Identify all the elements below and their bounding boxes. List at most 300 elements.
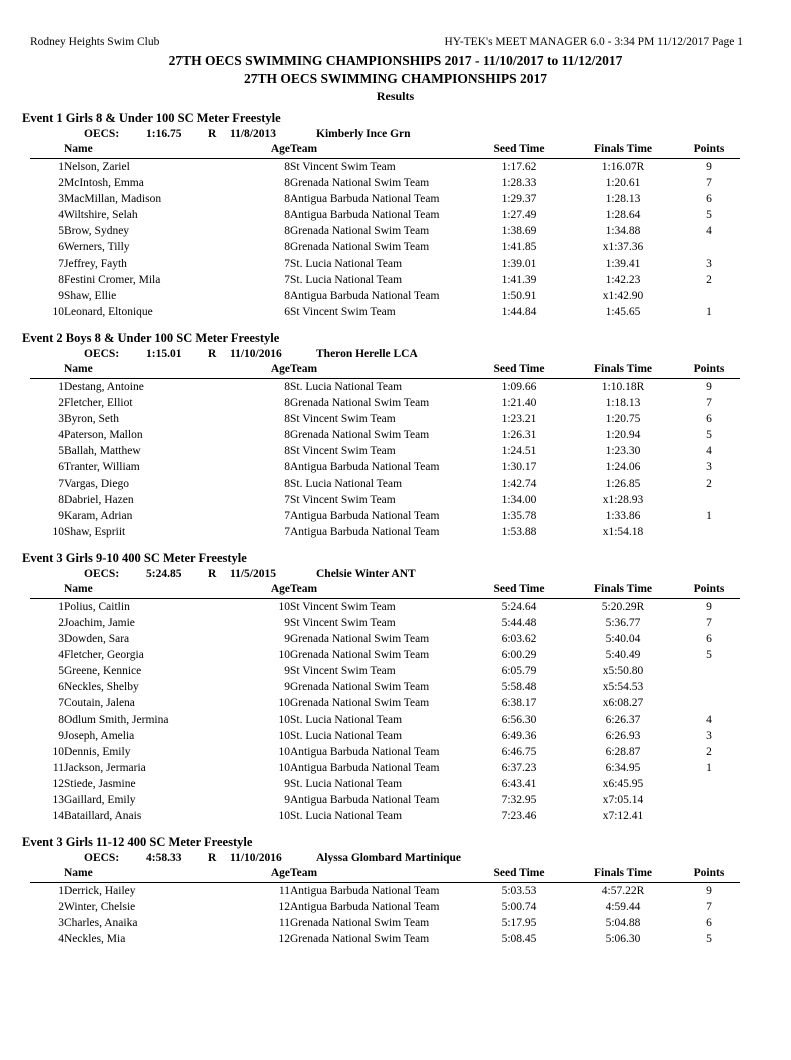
cell-points: 9	[706, 885, 712, 898]
table-header-row	[30, 866, 740, 883]
cell-team: Grenada National Swim Team	[290, 397, 430, 410]
cell-team: St Vincent Swim Team	[290, 445, 396, 458]
cell-team: St. Lucia National Team	[290, 810, 403, 823]
cell-finals-time: 5:20.29R	[601, 600, 645, 613]
cell-place: 6	[58, 681, 64, 694]
cell-place: 3	[58, 413, 64, 426]
cell-team: Grenada National Swim Team	[290, 429, 430, 442]
table-row	[30, 931, 740, 947]
table-row	[30, 492, 740, 508]
cell-finals-time: 5:40.04	[605, 633, 641, 646]
table-row	[30, 712, 740, 728]
table-row	[30, 395, 740, 411]
cell-finals-time: 1:42.23	[605, 273, 641, 286]
cell-age: 8	[284, 289, 290, 302]
cell-place: 1	[58, 161, 64, 173]
cell-points: 1	[706, 761, 712, 774]
record-time: 4:58.33	[146, 852, 182, 865]
cell-seed-time: 1:26.31	[501, 429, 537, 442]
cell-seed-time: 6:49.36	[501, 729, 537, 742]
cell-team: St Vincent Swim Team	[290, 665, 396, 678]
cell-seed-time: 5:08.45	[501, 933, 537, 946]
cell-place: 8	[58, 493, 64, 506]
cell-team: St. Lucia National Team	[290, 477, 403, 490]
cell-team: Antigua Barbuda National Team	[290, 209, 440, 222]
table-row	[30, 524, 740, 540]
cell-finals-time: 1:34.88	[605, 225, 641, 238]
record-date: 11/8/2013	[230, 128, 277, 140]
cell-seed-time: 6:56.30	[501, 713, 537, 726]
cell-swimmer-name: Greene, Kennice	[64, 665, 142, 678]
cell-points: 4	[706, 225, 712, 238]
cell-age: 10	[278, 745, 290, 758]
event-record-line	[0, 850, 791, 866]
cell-age: 12	[278, 901, 290, 914]
column-header-team: Team	[290, 866, 470, 883]
cell-seed-time: 1:09.66	[501, 380, 537, 393]
table-row	[30, 476, 740, 492]
cell-swimmer-name: Ballah, Matthew	[64, 445, 141, 458]
cell-finals-time: 1:18.13	[605, 397, 641, 410]
cell-finals-time: 1:28.13	[605, 193, 641, 206]
cell-place: 13	[52, 794, 64, 806]
cell-age: 11	[278, 917, 290, 930]
table-row	[30, 679, 740, 695]
cell-points: 3	[706, 461, 712, 474]
cell-team: Grenada National Swim Team	[290, 633, 430, 646]
results-table	[30, 866, 740, 947]
column-header-finals-time: Finals Time	[568, 142, 678, 159]
table-row	[30, 411, 740, 427]
cell-age: 9	[284, 681, 290, 694]
cell-seed-time: 1:28.33	[501, 177, 537, 190]
cell-age: 8	[284, 161, 290, 173]
cell-team: Antigua Barbuda National Team	[290, 901, 440, 914]
record-date: 11/10/2016	[230, 852, 282, 865]
cell-finals-time: 6:34.95	[605, 761, 641, 774]
cell-finals-time: 1:33.86	[605, 509, 641, 522]
cell-swimmer-name: Shaw, Ellie	[64, 289, 117, 302]
cell-age: 6	[284, 305, 290, 318]
cell-finals-time: x1:37.36	[602, 241, 644, 254]
table-row	[30, 508, 740, 524]
cell-swimmer-name: Odlum Smith, Jermina	[64, 713, 169, 726]
cell-team: Grenada National Swim Team	[290, 177, 430, 190]
cell-swimmer-name: Vargas, Diego	[64, 477, 129, 490]
cell-place: 1	[58, 600, 64, 613]
cell-points: 3	[706, 729, 712, 742]
cell-points: 7	[706, 616, 712, 629]
cell-points: 3	[706, 257, 712, 270]
cell-seed-time: 1:30.17	[501, 461, 537, 474]
cell-place: 1	[58, 885, 64, 898]
event-section	[0, 110, 791, 320]
cell-swimmer-name: Coutain, Jalena	[64, 697, 135, 710]
record-flag: R	[208, 347, 217, 360]
cell-finals-time: x7:05.14	[602, 794, 644, 806]
column-header-finals-time: Finals Time	[568, 582, 678, 599]
cell-seed-time: 1:38.69	[501, 225, 537, 238]
table-row	[30, 175, 740, 191]
column-header-place	[30, 362, 64, 379]
cell-finals-time: 1:20.75	[605, 413, 641, 426]
cell-team: St. Lucia National Team	[290, 257, 403, 270]
record-flag: R	[208, 567, 217, 580]
column-header-name: Name	[64, 142, 260, 159]
cell-place: 4	[58, 649, 64, 662]
table-row	[30, 223, 740, 239]
cell-age: 10	[278, 649, 290, 662]
column-header-seed-time: Seed Time	[470, 362, 568, 379]
table-row	[30, 239, 740, 255]
cell-age: 8	[284, 209, 290, 222]
cell-seed-time: 1:41.39	[501, 273, 537, 286]
table-row	[30, 899, 740, 915]
table-row	[30, 288, 740, 304]
cell-team: Grenada National Swim Team	[290, 225, 430, 238]
table-row	[30, 459, 740, 475]
cell-swimmer-name: Fletcher, Elliot	[64, 397, 133, 410]
cell-swimmer-name: Joachim, Jamie	[64, 616, 135, 629]
cell-points: 1	[706, 305, 712, 318]
record-label: OECS:	[84, 347, 120, 360]
cell-place: 5	[58, 225, 64, 238]
cell-swimmer-name: McIntosh, Emma	[64, 177, 144, 190]
record-holder-name: Chelsie Winter ANT	[316, 567, 416, 580]
cell-age: 8	[284, 380, 290, 393]
column-header-team: Team	[290, 362, 470, 379]
cell-swimmer-name: Polius, Caitlin	[64, 600, 130, 613]
results-table	[30, 362, 740, 540]
cell-seed-time: 1:41.85	[501, 241, 537, 254]
cell-seed-time: 1:27.49	[501, 209, 537, 222]
table-row	[30, 159, 740, 176]
cell-team: Grenada National Swim Team	[290, 241, 430, 254]
cell-place: 10	[52, 745, 64, 758]
results-table	[30, 582, 740, 824]
cell-place: 5	[58, 665, 64, 678]
column-header-finals-time: Finals Time	[568, 866, 678, 883]
cell-points: 5	[706, 209, 712, 222]
cell-seed-time: 6:05.79	[501, 665, 537, 678]
table-row	[30, 631, 740, 647]
cell-points	[678, 239, 740, 255]
cell-finals-time: x5:50.80	[602, 665, 644, 678]
cell-swimmer-name: Paterson, Mallon	[64, 429, 143, 442]
event-title: Event 3 Girls 11-12 400 SC Meter Freestyle	[22, 835, 253, 850]
cell-finals-time: 5:36.77	[605, 616, 641, 629]
cell-swimmer-name: Wiltshire, Selah	[64, 209, 138, 222]
cell-age: 10	[278, 600, 290, 613]
cell-age: 8	[284, 445, 290, 458]
cell-seed-time: 7:23.46	[501, 810, 537, 823]
cell-swimmer-name: Shaw, Espriit	[64, 525, 126, 538]
cell-age: 7	[284, 525, 290, 538]
results-table	[30, 142, 740, 320]
cell-finals-time: x5:54.53	[602, 681, 644, 694]
cell-points: 9	[706, 600, 712, 613]
cell-points: 2	[706, 745, 712, 758]
event-record-line	[0, 126, 791, 142]
table-row	[30, 191, 740, 207]
cell-swimmer-name: Brow, Sydney	[64, 225, 130, 238]
cell-swimmer-name: Dabriel, Hazen	[64, 493, 134, 506]
cell-points: 7	[706, 397, 712, 410]
host-club-name: Rodney Heights Swim Club	[30, 36, 160, 48]
cell-seed-time: 6:46.75	[501, 745, 537, 758]
cell-age: 12	[278, 933, 290, 946]
cell-finals-time: x1:28.93	[602, 493, 644, 506]
cell-finals-time: 1:10.18R	[601, 380, 645, 393]
cell-place: 4	[58, 209, 64, 222]
record-holder-name: Kimberly Ince Grn	[316, 128, 411, 140]
cell-finals-time: 6:26.37	[605, 713, 641, 726]
cell-age: 10	[278, 810, 290, 823]
cell-points: 1	[706, 509, 712, 522]
cell-seed-time: 6:00.29	[501, 649, 537, 662]
event-title: Event 2 Boys 8 & Under 100 SC Meter Freestyle	[22, 330, 280, 345]
cell-team: Antigua Barbuda National Team	[290, 193, 440, 206]
event-record-line	[0, 566, 791, 582]
record-holder-name: Theron Herelle LCA	[316, 347, 418, 360]
cell-age: 8	[284, 413, 290, 426]
cell-place: 6	[58, 241, 64, 254]
cell-age: 8	[284, 461, 290, 474]
event-section	[0, 550, 791, 824]
cell-age: 7	[284, 257, 290, 270]
table-row	[30, 207, 740, 223]
cell-swimmer-name: Jackson, Jermaria	[64, 761, 146, 774]
cell-swimmer-name: Byron, Seth	[64, 413, 119, 426]
cell-points: 4	[706, 445, 712, 458]
cell-swimmer-name: Nelson, Zariel	[64, 161, 130, 173]
cell-finals-time: 5:40.49	[605, 649, 641, 662]
table-row	[30, 647, 740, 663]
cell-seed-time: 1:21.40	[501, 397, 537, 410]
table-row	[30, 663, 740, 679]
cell-place: 1	[58, 380, 64, 393]
cell-place: 7	[58, 697, 64, 710]
cell-age: 10	[278, 697, 290, 710]
table-row	[30, 883, 740, 900]
cell-finals-time: 1:28.64	[605, 209, 641, 222]
cell-team: Grenada National Swim Team	[290, 917, 430, 930]
cell-finals-time: 1:20.94	[605, 429, 641, 442]
cell-seed-time: 5:00.74	[501, 901, 537, 914]
table-header-row	[30, 142, 740, 159]
cell-age: 8	[284, 241, 290, 254]
column-header-seed-time: Seed Time	[470, 582, 568, 599]
cell-swimmer-name: Joseph, Amelia	[64, 729, 135, 742]
cell-swimmer-name: Tranter, William	[64, 461, 140, 474]
cell-team: Antigua Barbuda National Team	[290, 761, 440, 774]
cell-finals-time: x6:08.27	[602, 697, 644, 710]
cell-place: 5	[58, 445, 64, 458]
cell-finals-time: x1:42.90	[602, 289, 644, 302]
cell-team: St. Lucia National Team	[290, 777, 403, 790]
cell-age: 8	[284, 193, 290, 206]
results-heading: Results	[376, 89, 415, 103]
table-row	[30, 695, 740, 711]
cell-points	[678, 792, 740, 808]
cell-place: 11	[52, 761, 64, 774]
cell-age: 8	[284, 477, 290, 490]
cell-team: Antigua Barbuda National Team	[290, 289, 440, 302]
column-header-team: Team	[290, 142, 470, 159]
cell-points: 2	[706, 273, 712, 286]
cell-points: 5	[706, 649, 712, 662]
cell-team: Grenada National Swim Team	[290, 649, 430, 662]
cell-team: Antigua Barbuda National Team	[290, 745, 440, 758]
cell-team: St. Lucia National Team	[290, 729, 403, 742]
cell-seed-time: 5:58.48	[501, 681, 537, 694]
cell-seed-time: 1:53.88	[501, 525, 537, 538]
cell-team: St Vincent Swim Team	[290, 600, 396, 613]
event-section	[0, 834, 791, 947]
cell-team: Grenada National Swim Team	[290, 681, 430, 694]
column-header-team: Team	[290, 582, 470, 599]
table-row	[30, 427, 740, 443]
table-row	[30, 776, 740, 792]
cell-team: Antigua Barbuda National Team	[290, 794, 440, 806]
record-label: OECS:	[84, 128, 120, 140]
column-header-finals-time: Finals Time	[568, 362, 678, 379]
cell-points: 5	[706, 429, 712, 442]
table-row	[30, 304, 740, 320]
cell-swimmer-name: Bataillard, Anais	[64, 810, 142, 823]
column-header-points: Points	[678, 362, 740, 379]
column-header-name: Name	[64, 362, 260, 379]
cell-age: 9	[284, 794, 290, 806]
cell-seed-time: 7:32.95	[501, 794, 537, 806]
cell-team: St Vincent Swim Team	[290, 493, 396, 506]
column-header-points: Points	[678, 582, 740, 599]
event-title: Event 3 Girls 9-10 400 SC Meter Freestyle	[22, 550, 247, 565]
cell-swimmer-name: Jeffrey, Fayth	[64, 257, 127, 270]
cell-seed-time: 5:44.48	[501, 616, 537, 629]
cell-seed-time: 1:17.62	[501, 161, 537, 173]
cell-finals-time: 1:24.06	[605, 461, 641, 474]
cell-seed-time: 1:23.21	[501, 413, 537, 426]
cell-seed-time: 5:03.53	[501, 885, 537, 898]
cell-finals-time: 6:26.93	[605, 729, 641, 742]
cell-place: 14	[52, 810, 64, 823]
column-header-seed-time: Seed Time	[470, 142, 568, 159]
table-row	[30, 378, 740, 395]
column-header-name: Name	[64, 582, 260, 599]
cell-seed-time: 1:50.91	[501, 289, 537, 302]
cell-place: 4	[58, 429, 64, 442]
cell-seed-time: 6:03.62	[501, 633, 537, 646]
cell-place: 7	[58, 477, 64, 490]
cell-team: Antigua Barbuda National Team	[290, 461, 440, 474]
cell-points	[678, 663, 740, 679]
event-record-line	[0, 346, 791, 362]
cell-finals-time: x7:12.41	[602, 810, 644, 823]
cell-team: Grenada National Swim Team	[290, 697, 430, 710]
cell-place: 6	[58, 461, 64, 474]
cell-team: St. Lucia National Team	[290, 273, 403, 286]
cell-age: 9	[284, 633, 290, 646]
cell-age: 7	[284, 273, 290, 286]
events-container	[0, 110, 791, 948]
cell-team: Antigua Barbuda National Team	[290, 509, 440, 522]
record-time: 1:15.01	[146, 347, 182, 360]
cell-swimmer-name: Leonard, Eltonique	[64, 305, 153, 318]
cell-swimmer-name: Fletcher, Georgia	[64, 649, 144, 662]
column-header-seed-time: Seed Time	[470, 866, 568, 883]
cell-age: 7	[284, 509, 290, 522]
event-section	[0, 330, 791, 540]
cell-finals-time: 1:45.65	[605, 305, 641, 318]
cell-points	[678, 524, 740, 540]
cell-seed-time: 6:43.41	[501, 777, 537, 790]
cell-points: 2	[706, 477, 712, 490]
cell-swimmer-name: Dennis, Emily	[64, 745, 131, 758]
cell-points: 6	[706, 413, 712, 426]
table-row	[30, 598, 740, 615]
column-header-place	[30, 582, 64, 599]
cell-place: 2	[58, 397, 64, 410]
cell-finals-time: x1:54.18	[602, 525, 644, 538]
table-row	[30, 760, 740, 776]
software-timestamp-line: HY-TEK's MEET MANAGER 6.0 - 3:34 PM 11/12/2017 Page 1	[444, 36, 743, 48]
cell-finals-time: 1:39.41	[605, 257, 641, 270]
table-row	[30, 808, 740, 824]
cell-team: St Vincent Swim Team	[290, 413, 396, 426]
cell-finals-time: 1:16.07R	[601, 161, 645, 173]
record-date: 11/10/2016	[230, 347, 282, 360]
cell-place: 8	[58, 273, 64, 286]
cell-swimmer-name: Winter, Chelsie	[64, 901, 136, 914]
cell-points	[678, 492, 740, 508]
table-row	[30, 915, 740, 931]
cell-age: 8	[284, 225, 290, 238]
cell-age: 11	[278, 885, 290, 898]
cell-place: 2	[58, 177, 64, 190]
cell-place: 10	[52, 525, 64, 538]
cell-team: Antigua Barbuda National Team	[290, 885, 440, 898]
column-header-place	[30, 142, 64, 159]
cell-points: 9	[706, 380, 712, 393]
cell-age: 9	[284, 616, 290, 629]
cell-swimmer-name: Dowden, Sara	[64, 633, 130, 646]
cell-place: 10	[52, 305, 64, 318]
cell-place: 3	[58, 917, 64, 930]
record-flag: R	[208, 128, 217, 140]
cell-age: 9	[284, 665, 290, 678]
cell-team: St. Lucia National Team	[290, 713, 403, 726]
cell-swimmer-name: Charles, Anaika	[64, 917, 138, 930]
cell-swimmer-name: Werners, Tilly	[64, 241, 130, 254]
cell-age: 8	[284, 177, 290, 190]
cell-seed-time: 1:44.84	[501, 305, 537, 318]
cell-seed-time: 5:17.95	[501, 917, 537, 930]
cell-place: 9	[58, 289, 64, 302]
cell-age: 10	[278, 761, 290, 774]
cell-finals-time: 1:20.61	[605, 177, 641, 190]
cell-seed-time: 5:24.64	[501, 600, 537, 613]
cell-finals-time: 5:06.30	[605, 933, 641, 946]
cell-seed-time: 1:39.01	[501, 257, 537, 270]
cell-points: 5	[706, 933, 712, 946]
cell-finals-time: 1:26.85	[605, 477, 641, 490]
cell-age: 8	[284, 397, 290, 410]
record-label: OECS:	[84, 852, 120, 865]
cell-place: 3	[58, 633, 64, 646]
results-page	[0, 36, 791, 1060]
cell-swimmer-name: Stiede, Jasmine	[64, 777, 136, 790]
